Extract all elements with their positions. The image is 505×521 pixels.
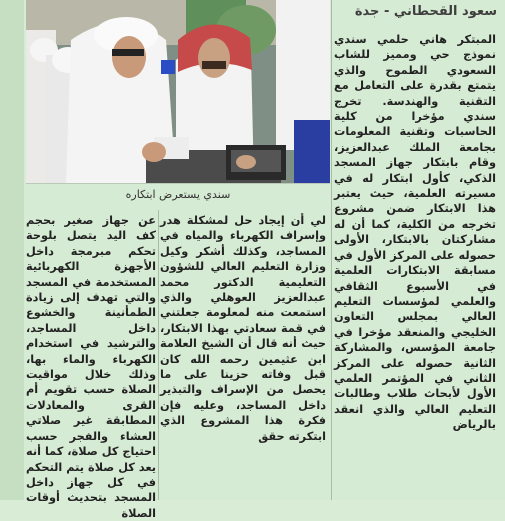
article-photo (26, 0, 330, 184)
photo-illustration (26, 0, 330, 183)
column-divider (158, 210, 159, 500)
article-column-right: المبتكر هاني حلمي سندي نموذج حي ومميز للشاب السعودي الطموح والذي يتمتع بقدرة على التعامل مع التقنية والهندسة. تخرج سندي مؤخرا من كلية الحاسبات وتقنية المعلومات بجامعة الملك عبدالعزيز، وقام بابتكار جهاز المسجد الذكي، كأول ابتكار له في مسيرته العلمية، حيث يعتبر هذا الابتكار ضمن مشروع تخرجه من الكلية، كما أن له مشاركتان بالابتكار، الأولى حصوله على المركز الأول في مسابقة الابتكارات العلمية في الأسبوع الثقافي والعلمي لمؤسسات التعليم العالي بمجلس التعاون الخليجي والمنعقد مؤخرا في جامعة المؤسس، والمشاركة الثانية حصوله على المركز الثاني في المؤتمر العلمي الأول لأبحاث طلاب وطالبات التعليم العالي والذي انعقد بالرياض (334, 33, 496, 432)
page-edge-strip (0, 0, 24, 500)
article-column-middle: لي أن إيجاد حل لمشكلة هدر وإسراف الكهرباء والمياه في المساجد، وكذلك أشكر وكيل وزارة التعليم العالي للشؤون التعليمية الدكتور محمد عبدالعزيز العوهلي والذي استمعت منه لمعلومة جعلتني في قمة سعادتي بهذا الابتكار، حيث أنه قال أن الشيخ العلامة ابن عثيمين رحمه الله كان قبل وفاته حزينا على ما يحصل من الإسراف والتبذير داخل المساجد، وعليه فإن فكرة هذا المشروع الذي ابتكرته حقق (160, 214, 326, 443)
byline: سعود القحطاني - جدة (354, 4, 497, 19)
article-column-left: عن جهاز صغير بحجم كف اليد يتصل بلوحة تحكم مبرمجة داخل الأجهزة الكهربائية المستخدمة في المسجد والتي تهدف إلى زيادة الطمأنينة والخشوع داخل المساجد، والترشيد في استخدام الكهرباء والماء بها، وذلك خلال مواقيت الصلاة حسب تقويم أم القرى والمعادلات المطابقة غير صلاتي العشاء والفجر حسب احتياج كل صلاة، كما أنه يعد كل صلاة يتم التحكم في كل جهاز داخل المسجد بتحديث أوقات الصلاة (26, 214, 156, 520)
column-divider (331, 0, 332, 500)
photo-caption: سندي يستعرض ابتكاره (125, 188, 231, 201)
